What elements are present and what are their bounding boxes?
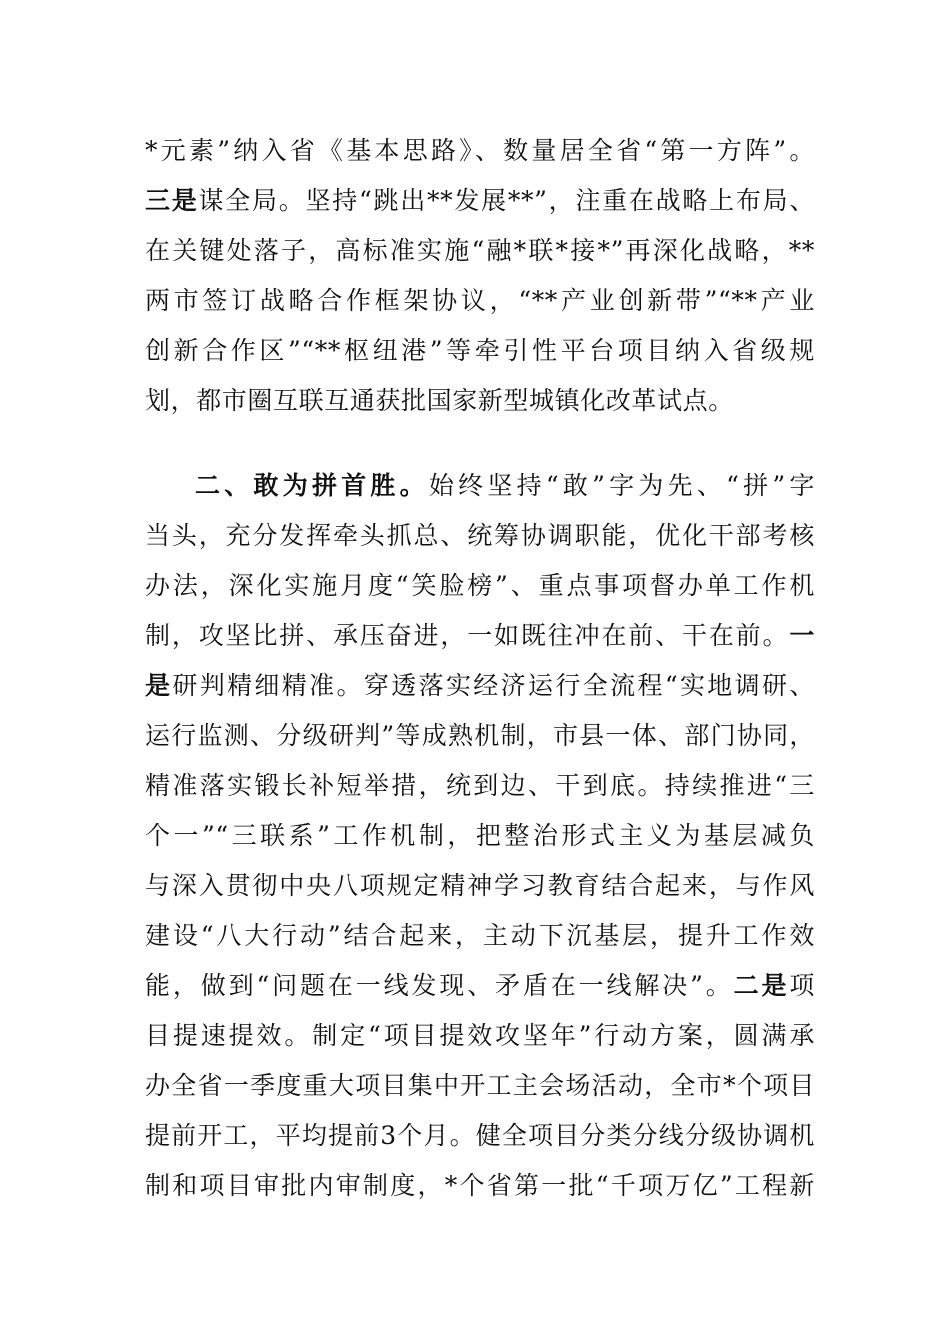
paragraph-1-line-4 <box>145 276 815 326</box>
paragraph-1-line-2 <box>145 176 815 226</box>
text-run: 研判精细精准。穿透落实经济运行全流程“实地调研、 <box>172 671 815 700</box>
text-run: 运行监测、分级研判”等成熟机制，市县一体、部门协同， <box>145 721 815 750</box>
text-run: 始终坚持“敢”字为先、“拼”字 <box>428 471 815 500</box>
text-run: 目提速提效。制定“项目提效攻坚年”行动方案，圆满承 <box>145 1021 815 1050</box>
paragraph-2-line-2 <box>145 511 815 561</box>
paragraph-2 <box>145 461 815 1211</box>
section-heading: 二、敢为拼首胜。 <box>195 471 429 500</box>
text-run: 在关键处落子，高标准实施“融*联*接*”再深化战略，** <box>145 236 815 265</box>
text-run: 个一”“三联系”工作机制，把整治形式主义为基层减负 <box>145 821 815 850</box>
paragraph-2-line-7 <box>145 761 815 811</box>
bold-lead: 二是 <box>733 971 790 1000</box>
paragraph-2-line-15 <box>145 1161 815 1211</box>
text-run: 当头，充分发挥牵头抓总、统筹协调职能，优化干部考核 <box>145 521 815 550</box>
text-run: 划，都市圈互联互通获批国家新型城镇化改革试点。 <box>145 386 734 415</box>
paragraph-2-line-10 <box>145 911 815 961</box>
paragraph-2-line-4 <box>145 611 815 661</box>
paragraph-2-line-13 <box>145 1061 815 1111</box>
text-run: 精准落实锻长补短举措，统到边、干到底。持续推进“三 <box>145 771 815 800</box>
paragraph-1-line-3 <box>145 226 815 276</box>
paragraph-2-line-9 <box>145 861 815 911</box>
text-run: 能，做到“问题在一线发现、矛盾在一线解决”。 <box>145 971 734 1000</box>
text-run: 项 <box>789 971 815 1000</box>
bold-lead: 三是 <box>145 186 199 215</box>
text-run: 谋全局。坚持“跳出**发展**”，注重在战略上布局、 <box>198 186 815 215</box>
paragraph-2-line-3 <box>145 561 815 611</box>
paragraph-2-line-14 <box>145 1111 815 1161</box>
paragraph-2-line-8 <box>145 811 815 861</box>
text-run: 制，攻坚比拼、承压奋进，一如既往冲在前、干在前。 <box>145 621 790 650</box>
text-run: 制和项目审批内审制度，*个省第一批“千项万亿”工程新 <box>145 1171 815 1200</box>
text-run: 两市签订战略合作框架协议，“**产业创新带”“**产业 <box>145 286 815 315</box>
paragraph-1-line-1 <box>145 126 815 176</box>
paragraph-1-line-6 <box>145 376 815 426</box>
text-run: 创新合作区”“**枢纽港”等牵引性平台项目纳入省级规 <box>145 336 815 365</box>
text-run: *元素”纳入省《基本思路》、数量居全省“第一方阵”。 <box>145 136 815 165</box>
text-run: 与深入贯彻中央八项规定精神学习教育结合起来，与作风 <box>145 871 815 900</box>
paragraph-1-line-5 <box>145 326 815 376</box>
paragraph-2-line-6 <box>145 711 815 761</box>
bold-lead: 是 <box>145 671 173 700</box>
paragraph-2-line-5 <box>145 661 815 711</box>
paragraph-1 <box>145 126 815 426</box>
paragraph-2-line-1 <box>145 461 815 511</box>
bold-lead: 一 <box>789 621 815 650</box>
text-run: 建设“八大行动”结合起来，主动下沉基层，提升工作效 <box>145 921 815 950</box>
paragraph-2-line-11 <box>145 961 815 1011</box>
text-run: 提前开工，平均提前3个月。健全项目分类分线分级协调机 <box>145 1121 815 1150</box>
paragraph-2-line-12 <box>145 1011 815 1061</box>
text-run: 办全省一季度重大项目集中开工主会场活动，全市*个项目 <box>145 1071 815 1100</box>
text-run: 办法，深化实施月度“笑脸榜”、重点事项督办单工作机 <box>145 571 815 600</box>
